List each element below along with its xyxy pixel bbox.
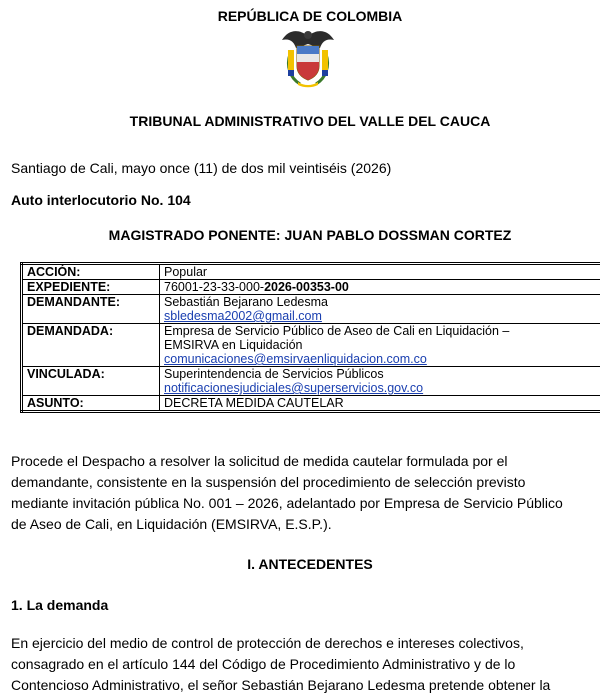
demanda-paragraph — [11, 633, 600, 696]
table-row — [22, 396, 600, 412]
demandante-label: DEMANDANTE: — [22, 295, 160, 324]
table-row — [22, 324, 600, 367]
subsection-title-demanda: 1. La demanda — [11, 597, 109, 613]
demandada-label: DEMANDADA: — [22, 324, 160, 367]
magistrado-ponente: MAGISTRADO PONENTE: JUAN PABLO DOSSMAN CORTEZ — [108, 227, 512, 243]
demanda-line-3: Contencioso Administrativo, el señor Sebastián Bejarano Ledesma pretende obtener la — [11, 677, 551, 693]
colombia-coat-of-arms-icon — [280, 26, 336, 88]
demanda-line-2: consagrado en el artículo 144 del Código de Procedimiento Administrativo y de lo — [11, 656, 516, 672]
table-row — [22, 295, 600, 324]
demandada-value — [160, 324, 600, 367]
republica-heading: REPÚBLICA DE COLOMBIA — [217, 8, 403, 24]
section-title-antecedentes: I. ANTECEDENTES — [247, 556, 373, 572]
demandada-email-link[interactable]: comunicaciones@emsirvaenliquidacion.com.co — [164, 352, 427, 366]
expediente-value — [160, 280, 600, 295]
table-row — [22, 264, 600, 280]
case-info-table — [20, 262, 600, 413]
accion-label: ACCIÓN: — [22, 264, 160, 280]
asunto-label: ASUNTO: — [22, 396, 160, 412]
intro-line-1: Procede el Despacho a resolver la solicitud de medida cautelar formulada por el — [11, 453, 508, 469]
table-row — [22, 280, 600, 295]
vinculada-name: Superintendencia de Servicios Públicos — [164, 367, 384, 381]
vinculada-value — [160, 367, 600, 396]
intro-paragraph — [11, 451, 600, 535]
demandada-line1: Empresa de Servicio Público de Aseo de Cali en Liquidación – — [164, 324, 510, 338]
table-row — [22, 367, 600, 396]
asunto-value: DECRETA MEDIDA CAUTELAR — [160, 396, 600, 412]
accion-value: Popular — [160, 264, 600, 280]
demandante-email-link[interactable]: sbledesma2002@gmail.com — [164, 309, 322, 323]
demanda-line-1: En ejercicio del medio de control de protección de derechos e intereses colectivos, — [11, 635, 524, 651]
expediente-prefix: 76001-23-33-000- — [164, 280, 265, 294]
intro-line-2: demandante, consistente en la suspensión del procedimiento de selección previsto — [11, 474, 526, 490]
intro-line-3: mediante invitación pública No. 001 – 2026, adelantado por Empresa de Servicio Público — [11, 495, 563, 511]
date-line: Santiago de Cali, mayo once (11) de dos mil veintiséis (2026) — [11, 160, 392, 176]
demandada-line2: EMSIRVA en Liquidación — [164, 338, 303, 352]
auto-number: Auto interlocutorio No. 104 — [11, 192, 191, 208]
vinculada-label: VINCULADA: — [22, 367, 160, 396]
intro-line-4: de Aseo de Cali, en Liquidación (EMSIRVA, E.S.P.). — [11, 516, 332, 532]
vinculada-email-link[interactable]: notificacionesjudiciales@superservicios.gov.co — [164, 381, 424, 395]
expediente-number: 2026-00353-00 — [264, 280, 349, 294]
demandante-name: Sebastián Bejarano Ledesma — [164, 295, 329, 309]
tribunal-heading: TRIBUNAL ADMINISTRATIVO DEL VALLE DEL CAUCA — [129, 113, 491, 129]
expediente-label: EXPEDIENTE: — [22, 280, 160, 295]
demandante-value — [160, 295, 600, 324]
